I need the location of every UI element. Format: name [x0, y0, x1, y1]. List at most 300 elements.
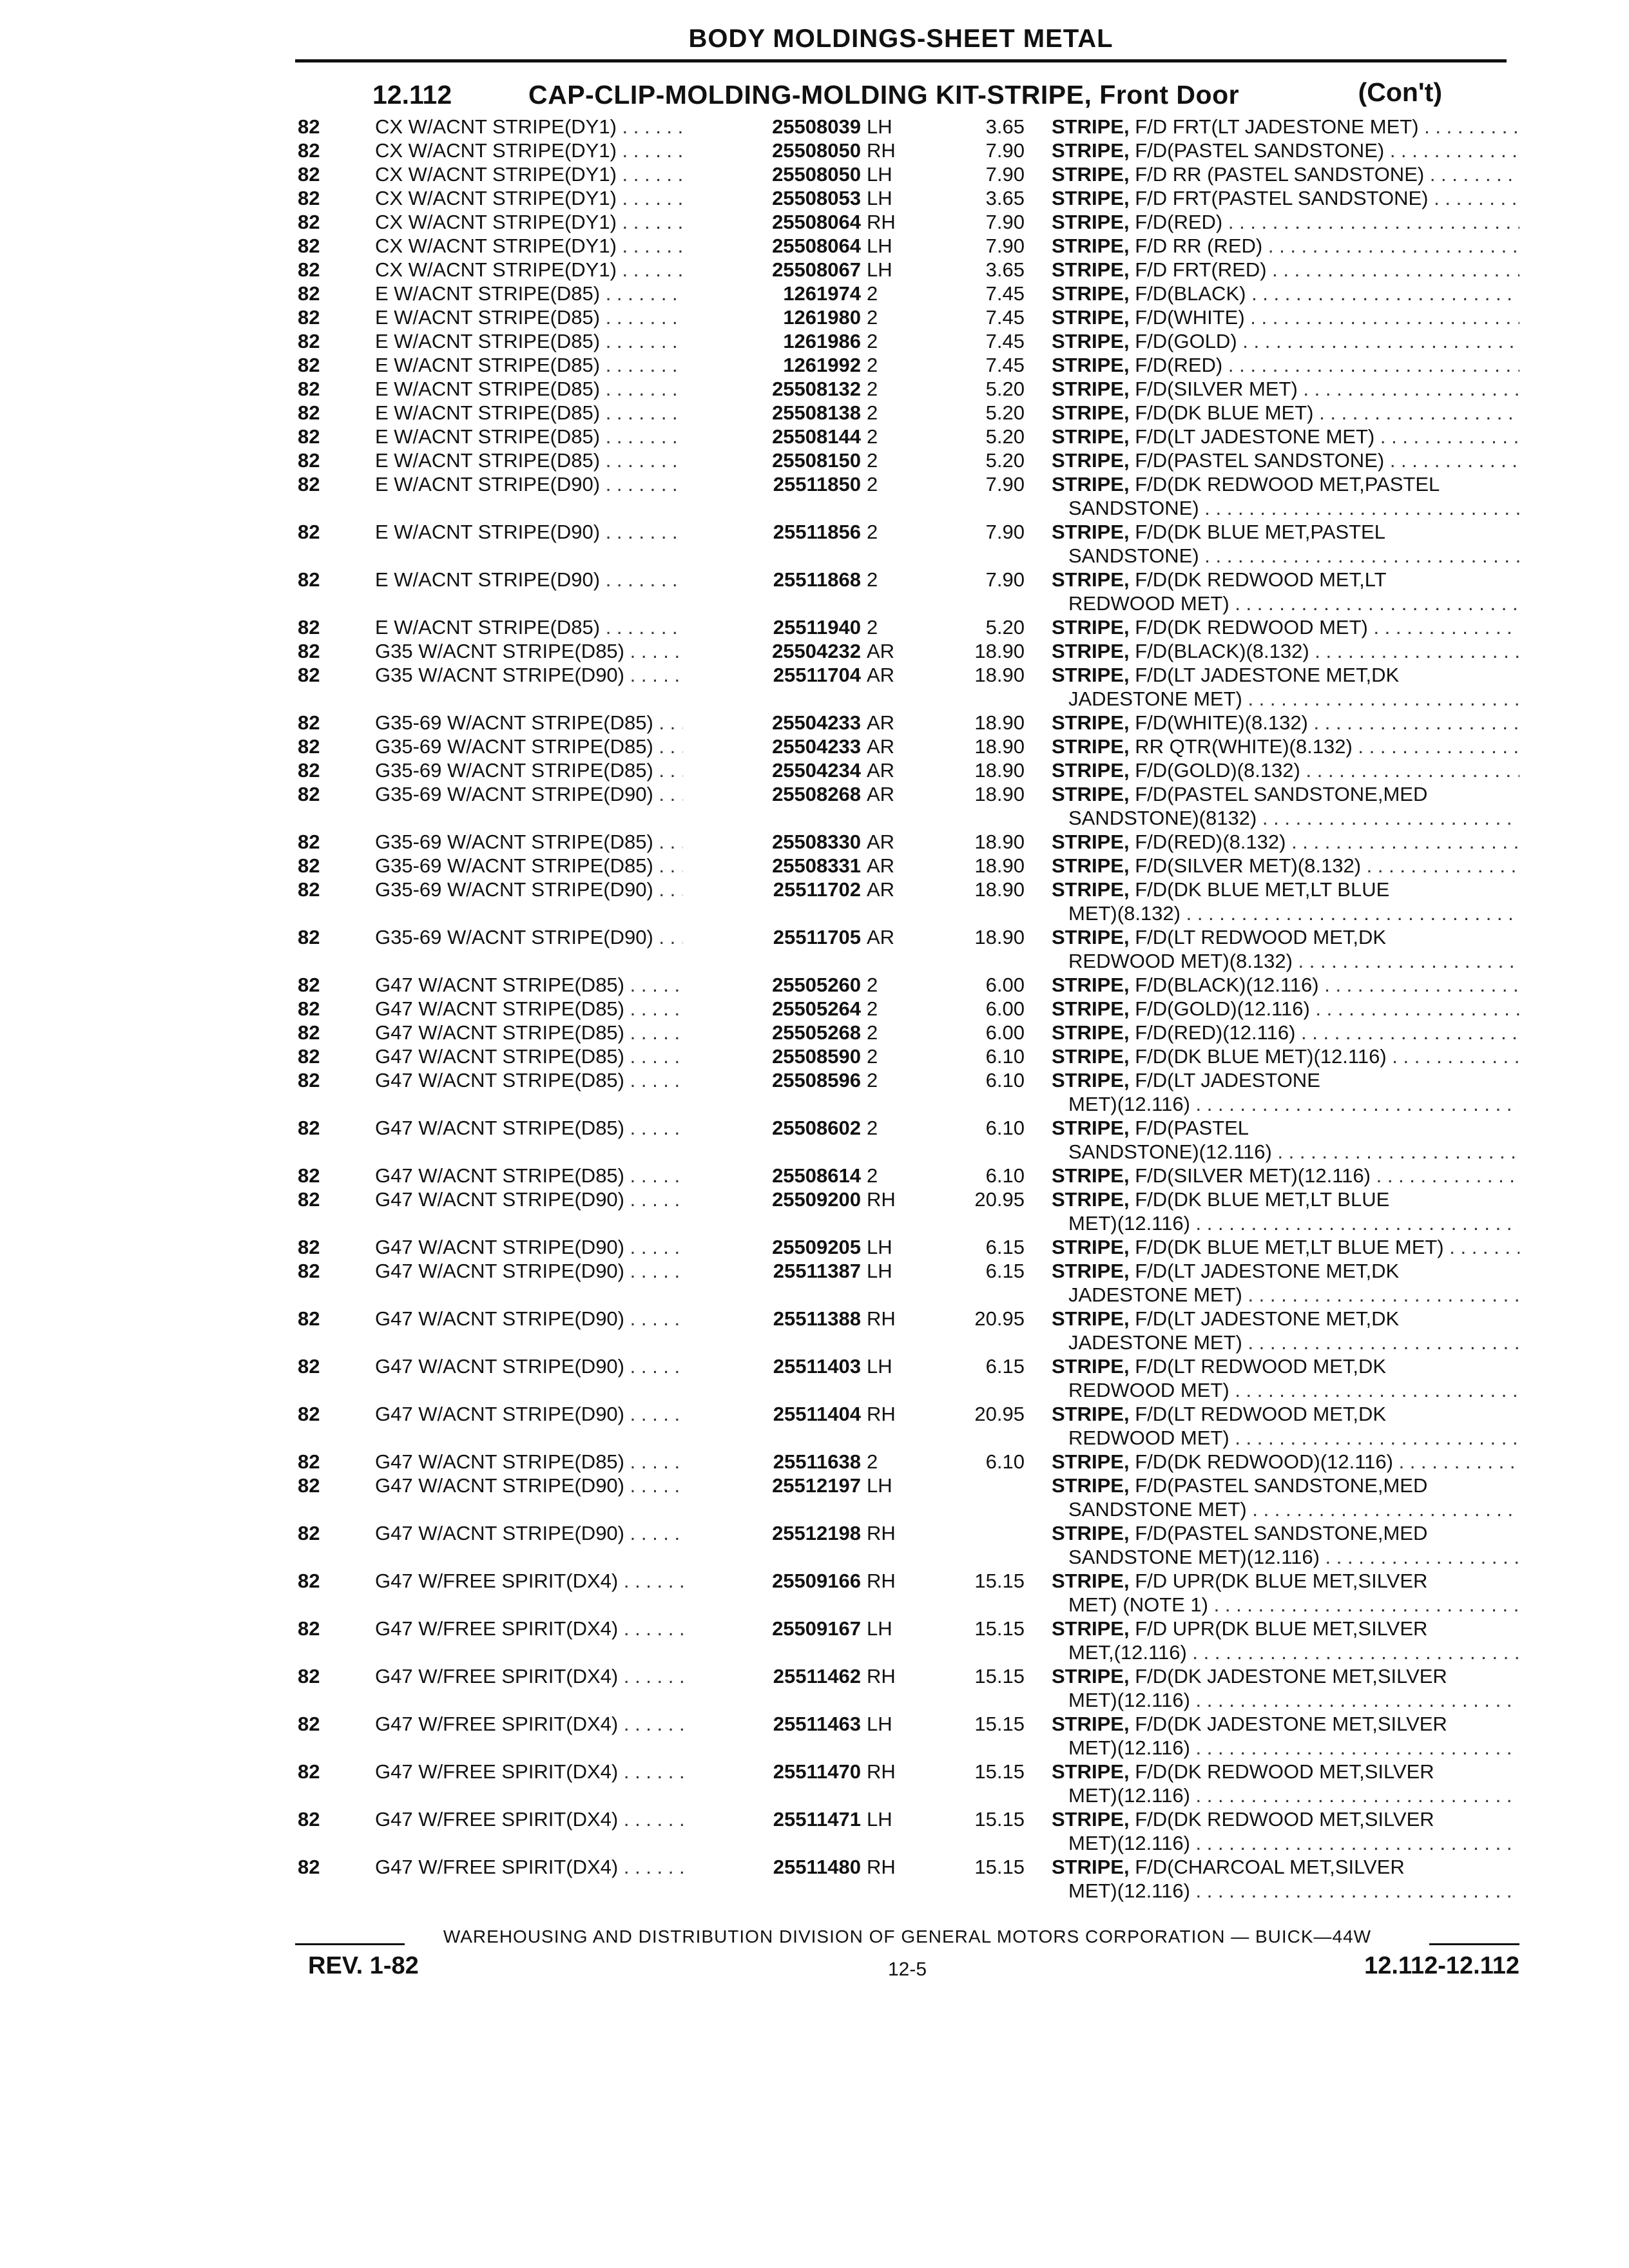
- group-number: 82: [298, 1117, 320, 1139]
- part-number: 25511856: [683, 520, 861, 544]
- part-description: [1052, 1712, 1519, 1736]
- group-number: 82: [298, 1713, 320, 1735]
- part-description-continued: SANDSTONE)(8132) . . .: [1068, 806, 1519, 830]
- price: 6.10: [985, 1045, 1025, 1068]
- quantity: LH: [867, 1260, 892, 1282]
- part-description-text: F/D(PASTEL SANDSTONE,MED: [1129, 1522, 1428, 1544]
- part-description-text: F/D(BLACK)(12.116): [1129, 974, 1319, 996]
- model-application: E W/ACNT STRIPE(D85) . . .: [375, 329, 717, 353]
- model-application: E W/ACNT STRIPE(D85) . . .: [375, 353, 717, 377]
- part-description-text: F/D(RED)(8.132): [1129, 831, 1286, 853]
- model-application: G47 W/FREE SPIRIT(DX4) . . .: [375, 1617, 717, 1640]
- price: 15.15: [974, 1713, 1025, 1735]
- part-description-text: F/D FRT(LT JADESTONE MET): [1129, 115, 1419, 138]
- part-number: 25508064: [683, 234, 861, 258]
- table-row: [0, 1855, 1629, 1903]
- part-description-text: F/D(DK BLUE MET,LT BLUE MET): [1129, 1236, 1444, 1258]
- quantity: RH: [867, 139, 896, 162]
- part-description: [1052, 1760, 1519, 1783]
- model-application: E W/ACNT STRIPE(D85) . . .: [375, 615, 717, 639]
- part-number: 25508590: [683, 1044, 861, 1068]
- group-number: 82: [298, 711, 320, 734]
- part-description-noun: STRIPE,: [1052, 640, 1130, 662]
- part-description-text: F/D(PASTEL: [1129, 1117, 1249, 1139]
- model-application: G47 W/ACNT STRIPE(D90) . . .: [375, 1474, 717, 1497]
- part-description-text: F/D(GOLD)(12.116): [1129, 997, 1310, 1020]
- part-description-noun: STRIPE,: [1052, 401, 1130, 424]
- table-row: [0, 878, 1629, 925]
- part-description: [1052, 1235, 1519, 1259]
- part-description: [1052, 377, 1519, 401]
- part-description-text: F/D(LT REDWOOD MET,DK: [1129, 1403, 1387, 1425]
- table-row: [0, 830, 1629, 854]
- part-description: [1052, 925, 1519, 949]
- footer-page-number: 12-5: [887, 1959, 927, 1980]
- part-description-text: F/D(DK REDWOOD MET): [1129, 616, 1368, 639]
- model-application: G47 W/ACNT STRIPE(D90) . . .: [375, 1402, 717, 1426]
- quantity: LH: [867, 1617, 892, 1640]
- part-description: [1052, 1354, 1519, 1378]
- model-application: G47 W/ACNT STRIPE(D90) . . .: [375, 1307, 717, 1331]
- part-description-text: F/D(DK BLUE MET,LT BLUE: [1129, 878, 1390, 901]
- part-description: [1052, 425, 1519, 448]
- quantity: 2: [867, 1117, 878, 1139]
- model-application: G47 W/ACNT STRIPE(D90) . . .: [375, 1187, 717, 1211]
- part-description-text: F/D(LT JADESTONE MET,DK: [1129, 1307, 1400, 1330]
- price: 18.90: [974, 711, 1025, 734]
- table-row: [0, 1664, 1629, 1712]
- table-row: [0, 1712, 1629, 1760]
- part-description-text: F/D(RED): [1129, 211, 1223, 233]
- table-row: [0, 1259, 1629, 1307]
- part-description-continued: REDWOOD MET) . . .: [1068, 1426, 1519, 1450]
- part-number: 25511463: [683, 1712, 861, 1736]
- model-application: G35-69 W/ACNT STRIPE(D85) . . .: [375, 711, 717, 735]
- part-number: 25511480: [683, 1855, 861, 1879]
- price: 15.15: [974, 1617, 1025, 1640]
- quantity: LH: [867, 163, 892, 186]
- part-description: [1052, 1187, 1519, 1211]
- part-description: [1052, 1116, 1519, 1140]
- part-description: [1052, 115, 1519, 139]
- part-description-noun: STRIPE,: [1052, 163, 1130, 186]
- part-description-text: F/D(SILVER MET): [1129, 378, 1298, 400]
- table-row: [0, 210, 1629, 234]
- part-description-text: F/D(CHARCOAL MET,SILVER: [1129, 1856, 1405, 1878]
- group-number: 82: [298, 878, 320, 901]
- part-description: [1052, 210, 1519, 234]
- part-description-text: F/D(BLACK)(8.132): [1129, 640, 1309, 662]
- table-row: [0, 186, 1629, 210]
- quantity: AR: [867, 759, 895, 782]
- part-description-text: F/D(PASTEL SANDSTONE,MED: [1129, 783, 1428, 805]
- price: 3.65: [985, 258, 1025, 281]
- part-number: 25509200: [683, 1187, 861, 1211]
- part-number: 25511387: [683, 1259, 861, 1283]
- part-description-text: F/D(PASTEL SANDSTONE): [1129, 139, 1385, 162]
- part-number: 25508150: [683, 448, 861, 472]
- part-description: [1052, 139, 1519, 162]
- group-number: 82: [298, 997, 320, 1020]
- table-row: [0, 472, 1629, 520]
- price: 18.90: [974, 878, 1025, 901]
- price: 6.10: [985, 1164, 1025, 1187]
- model-application: G47 W/ACNT STRIPE(D85) . . .: [375, 1021, 717, 1044]
- part-description-text: F/D(LT REDWOOD MET,DK: [1129, 926, 1387, 948]
- price: 7.90: [985, 521, 1025, 543]
- footer-section-range: 12.112-12.112: [1364, 1952, 1519, 1979]
- table-row: [0, 520, 1629, 568]
- part-description-text: F/D(DK REDWOOD MET,SILVER: [1129, 1808, 1434, 1831]
- part-description-text: F/D(SILVER MET)(12.116): [1129, 1164, 1371, 1187]
- part-description-text: F/D(LT JADESTONE MET,DK: [1129, 1260, 1400, 1282]
- group-number: 82: [298, 926, 320, 948]
- model-application: G47 W/ACNT STRIPE(D90) . . .: [375, 1235, 717, 1259]
- price: 6.10: [985, 1117, 1025, 1139]
- quantity: 2: [867, 568, 878, 591]
- part-description-text: F/D(WHITE): [1129, 306, 1245, 329]
- price: 15.15: [974, 1760, 1025, 1783]
- group-number: 82: [298, 1307, 320, 1330]
- model-application: E W/ACNT STRIPE(D90) . . .: [375, 568, 717, 591]
- group-number: 82: [298, 854, 320, 877]
- part-description: [1052, 305, 1519, 329]
- part-description: [1052, 472, 1519, 496]
- table-row: [0, 1521, 1629, 1569]
- table-row: [0, 1569, 1629, 1617]
- group-number: 82: [298, 139, 320, 162]
- part-number: 25504233: [683, 735, 861, 758]
- quantity: RH: [867, 1522, 896, 1544]
- parts-table: [0, 115, 1629, 1903]
- table-row: [0, 568, 1629, 615]
- price: 18.90: [974, 759, 1025, 782]
- section-number: 12.112: [372, 80, 452, 110]
- part-description: [1052, 568, 1519, 591]
- part-number: 25511403: [683, 1354, 861, 1378]
- model-application: CX W/ACNT STRIPE(DY1) . . .: [375, 258, 717, 282]
- part-description: [1052, 878, 1519, 901]
- model-application: E W/ACNT STRIPE(D90) . . .: [375, 472, 717, 496]
- part-description: [1052, 258, 1519, 282]
- part-description-noun: STRIPE,: [1052, 997, 1130, 1020]
- part-number: 25508039: [683, 115, 861, 139]
- price: 20.95: [974, 1307, 1025, 1330]
- part-description-noun: STRIPE,: [1052, 473, 1130, 495]
- part-number: 25505260: [683, 973, 861, 997]
- part-description-noun: STRIPE,: [1052, 926, 1130, 948]
- part-number: 25508330: [683, 830, 861, 854]
- group-number: 82: [298, 1021, 320, 1044]
- table-row: [0, 973, 1629, 997]
- group-number: 82: [298, 974, 320, 996]
- group-number: 82: [298, 1164, 320, 1187]
- part-number: 25511471: [683, 1807, 861, 1831]
- table-row: [0, 401, 1629, 425]
- model-application: G35-69 W/ACNT STRIPE(D90) . . .: [375, 782, 717, 806]
- part-number: 25508050: [683, 162, 861, 186]
- quantity: 2: [867, 974, 878, 996]
- model-application: E W/ACNT STRIPE(D85) . . .: [375, 425, 717, 448]
- part-description-noun: STRIPE,: [1052, 831, 1130, 853]
- model-application: E W/ACNT STRIPE(D85) . . .: [375, 448, 717, 472]
- price: 7.90: [985, 568, 1025, 591]
- part-description: [1052, 1855, 1519, 1879]
- part-description: [1052, 329, 1519, 353]
- table-row: [0, 925, 1629, 973]
- group-number: 82: [298, 783, 320, 805]
- part-description-noun: STRIPE,: [1052, 1021, 1130, 1044]
- price: 7.90: [985, 473, 1025, 495]
- part-description: [1052, 162, 1519, 186]
- part-description-noun: STRIPE,: [1052, 854, 1130, 877]
- group-number: 82: [298, 187, 320, 209]
- part-description-text: F/D(GOLD): [1129, 330, 1237, 352]
- part-number: 25511404: [683, 1402, 861, 1426]
- part-description-noun: STRIPE,: [1052, 878, 1130, 901]
- quantity: LH: [867, 1808, 892, 1831]
- part-description-text: RR QTR(WHITE)(8.132): [1129, 735, 1353, 758]
- model-application: E W/ACNT STRIPE(D85) . . .: [375, 401, 717, 425]
- model-application: G47 W/FREE SPIRIT(DX4) . . .: [375, 1664, 717, 1688]
- part-description-text: F/D(LT JADESTONE MET,DK: [1129, 664, 1400, 686]
- quantity: LH: [867, 1713, 892, 1735]
- group-number: 82: [298, 1188, 320, 1211]
- model-application: CX W/ACNT STRIPE(DY1) . . .: [375, 139, 717, 162]
- quantity: 2: [867, 1069, 878, 1091]
- part-description-continued: JADESTONE MET) . . .: [1068, 1283, 1519, 1307]
- part-number: 25509205: [683, 1235, 861, 1259]
- part-description-noun: STRIPE,: [1052, 1713, 1130, 1735]
- part-description-noun: STRIPE,: [1052, 1570, 1130, 1592]
- part-description-noun: STRIPE,: [1052, 664, 1130, 686]
- quantity: LH: [867, 1474, 892, 1497]
- part-description-noun: STRIPE,: [1052, 1403, 1130, 1425]
- part-description-continued: MET)(12.116) . . .: [1068, 1736, 1519, 1760]
- price: 7.45: [985, 282, 1025, 305]
- group-number: 82: [298, 1760, 320, 1783]
- part-description-noun: STRIPE,: [1052, 1760, 1130, 1783]
- model-application: G47 W/FREE SPIRIT(DX4) . . .: [375, 1807, 717, 1831]
- quantity: AR: [867, 664, 895, 686]
- price: 5.20: [985, 401, 1025, 424]
- part-description: [1052, 830, 1519, 854]
- header-rule: [295, 59, 1507, 62]
- model-application: G35-69 W/ACNT STRIPE(D85) . . .: [375, 830, 717, 854]
- group-number: 82: [298, 1808, 320, 1831]
- group-number: 82: [298, 664, 320, 686]
- table-row: [0, 425, 1629, 448]
- part-description: [1052, 782, 1519, 806]
- footer-division: WAREHOUSING AND DISTRIBUTION DIVISION OF GENERAL MOTORS CORPORATION — BUICK—44W: [443, 1927, 1372, 1946]
- price: 7.90: [985, 235, 1025, 257]
- quantity: LH: [867, 235, 892, 257]
- part-description: [1052, 520, 1519, 544]
- group-number: 82: [298, 1236, 320, 1258]
- model-application: G47 W/ACNT STRIPE(D90) . . .: [375, 1354, 717, 1378]
- part-description-noun: STRIPE,: [1052, 1307, 1130, 1330]
- part-description-text: F/D(BLACK): [1129, 282, 1246, 305]
- table-row: [0, 234, 1629, 258]
- part-description-noun: STRIPE,: [1052, 211, 1130, 233]
- part-description-noun: STRIPE,: [1052, 187, 1130, 209]
- part-number: 25508067: [683, 258, 861, 282]
- part-description-continued: MET)(12.116) . . .: [1068, 1092, 1519, 1116]
- part-description-noun: STRIPE,: [1052, 521, 1130, 543]
- part-number: 25505264: [683, 997, 861, 1021]
- part-number: 25511638: [683, 1450, 861, 1474]
- group-number: 82: [298, 1069, 320, 1091]
- table-row: [0, 1068, 1629, 1116]
- table-row: [0, 258, 1629, 282]
- table-row: [0, 162, 1629, 186]
- part-description-text: F/D FRT(PASTEL SANDSTONE): [1129, 187, 1429, 209]
- part-description-text: F/D(DK REDWOOD MET,PASTEL: [1129, 473, 1440, 495]
- table-row: [0, 1116, 1629, 1164]
- model-application: G35 W/ACNT STRIPE(D90) . . .: [375, 663, 717, 687]
- part-description-noun: STRIPE,: [1052, 1045, 1130, 1068]
- part-description-text: F/D(DK BLUE MET): [1129, 401, 1314, 424]
- table-row: [0, 1021, 1629, 1044]
- part-description-continued: REDWOOD MET) . . .: [1068, 591, 1519, 615]
- model-application: G47 W/ACNT STRIPE(D85) . . .: [375, 1450, 717, 1474]
- price: 5.20: [985, 449, 1025, 472]
- quantity: 2: [867, 1164, 878, 1187]
- footer-revision: REV. 1-82: [308, 1952, 419, 1979]
- part-description-noun: STRIPE,: [1052, 425, 1130, 448]
- part-description-text: F/D(LT JADESTONE: [1129, 1069, 1320, 1091]
- price: 6.15: [985, 1355, 1025, 1378]
- table-row: [0, 663, 1629, 711]
- part-number: 1261974: [683, 282, 861, 305]
- part-description: [1052, 1402, 1519, 1426]
- part-description: [1052, 401, 1519, 425]
- section-heading: [372, 77, 1455, 116]
- page-header: [295, 0, 1507, 62]
- part-description-continued: MET)(12.116) . . .: [1068, 1831, 1519, 1855]
- price: 5.20: [985, 378, 1025, 400]
- model-application: G47 W/ACNT STRIPE(D90) . . .: [375, 1259, 717, 1283]
- quantity: 2: [867, 354, 878, 376]
- part-description: [1052, 1617, 1519, 1640]
- quantity: AR: [867, 640, 895, 662]
- table-row: [0, 329, 1629, 353]
- part-description-continued: MET)(12.116) . . .: [1068, 1783, 1519, 1807]
- part-number: 25511702: [683, 878, 861, 901]
- part-number: 25504233: [683, 711, 861, 735]
- part-description-text: F/D(DK JADESTONE MET,SILVER: [1129, 1713, 1447, 1735]
- group-number: 82: [298, 115, 320, 138]
- price: 3.65: [985, 115, 1025, 138]
- price: 7.90: [985, 139, 1025, 162]
- group-number: 82: [298, 735, 320, 758]
- part-number: 25504234: [683, 758, 861, 782]
- part-description-noun: STRIPE,: [1052, 1164, 1130, 1187]
- quantity: LH: [867, 1355, 892, 1378]
- table-row: [0, 1617, 1629, 1664]
- part-number: 25512198: [683, 1521, 861, 1545]
- part-number: 25508064: [683, 210, 861, 234]
- table-row: [0, 282, 1629, 305]
- model-application: CX W/ACNT STRIPE(DY1) . . .: [375, 210, 717, 234]
- part-description: [1052, 663, 1519, 687]
- model-application: CX W/ACNT STRIPE(DY1) . . .: [375, 162, 717, 186]
- price: 7.90: [985, 163, 1025, 186]
- price: 6.00: [985, 1021, 1025, 1044]
- table-row: [0, 1235, 1629, 1259]
- part-description: [1052, 1021, 1519, 1044]
- part-description-noun: STRIPE,: [1052, 330, 1130, 352]
- quantity: 2: [867, 330, 878, 352]
- group-number: 82: [298, 473, 320, 495]
- part-description-noun: STRIPE,: [1052, 354, 1130, 376]
- group-number: 82: [298, 521, 320, 543]
- table-row: [0, 782, 1629, 830]
- part-description: [1052, 973, 1519, 997]
- group-number: 82: [298, 211, 320, 233]
- price: 15.15: [974, 1856, 1025, 1878]
- part-number: 25509167: [683, 1617, 861, 1640]
- model-application: G47 W/FREE SPIRIT(DX4) . . .: [375, 1855, 717, 1879]
- model-application: G47 W/FREE SPIRIT(DX4) . . .: [375, 1712, 717, 1736]
- model-application: CX W/ACNT STRIPE(DY1) . . .: [375, 186, 717, 210]
- part-description-noun: STRIPE,: [1052, 1856, 1130, 1878]
- part-description-noun: STRIPE,: [1052, 378, 1130, 400]
- table-row: [0, 115, 1629, 139]
- quantity: RH: [867, 1570, 896, 1592]
- price: 18.90: [974, 735, 1025, 758]
- price: 18.90: [974, 926, 1025, 948]
- price: 18.90: [974, 831, 1025, 853]
- part-description: [1052, 854, 1519, 878]
- price: 15.15: [974, 1665, 1025, 1687]
- part-description-continued: SANDSTONE)(12.116) . . .: [1068, 1140, 1519, 1164]
- footer-rule-right: [1429, 1943, 1519, 1945]
- part-description: [1052, 1307, 1519, 1331]
- quantity: AR: [867, 854, 895, 877]
- part-number: 1261980: [683, 305, 861, 329]
- part-description-text: F/D(DK REDWOOD MET,LT: [1129, 568, 1387, 591]
- part-description-text: F/D RR (RED): [1129, 235, 1263, 257]
- part-number: 25511705: [683, 925, 861, 949]
- group-number: 82: [298, 759, 320, 782]
- table-row: [0, 1164, 1629, 1187]
- part-description: [1052, 1807, 1519, 1831]
- part-description: [1052, 758, 1519, 782]
- part-description-continued: MET) (NOTE 1) . . .: [1068, 1593, 1519, 1617]
- price: 18.90: [974, 854, 1025, 877]
- table-row: [0, 639, 1629, 663]
- part-description-continued: MET)(12.116) . . .: [1068, 1879, 1519, 1903]
- part-description-noun: STRIPE,: [1052, 1665, 1130, 1687]
- part-number: 25508050: [683, 139, 861, 162]
- part-description-continued: SANDSTONE) . . .: [1068, 544, 1519, 568]
- group-number: 82: [298, 378, 320, 400]
- table-row: [0, 1187, 1629, 1235]
- group-number: 82: [298, 258, 320, 281]
- table-row: [0, 305, 1629, 329]
- group-number: 82: [298, 354, 320, 376]
- group-number: 82: [298, 163, 320, 186]
- part-description-noun: STRIPE,: [1052, 783, 1130, 805]
- part-description-text: F/D(WHITE)(8.132): [1129, 711, 1308, 734]
- quantity: AR: [867, 735, 895, 758]
- part-number: 25508132: [683, 377, 861, 401]
- part-description-noun: STRIPE,: [1052, 139, 1130, 162]
- part-description-text: F/D(RED)(12.116): [1129, 1021, 1296, 1044]
- group-number: 82: [298, 1260, 320, 1282]
- group-number: 82: [298, 235, 320, 257]
